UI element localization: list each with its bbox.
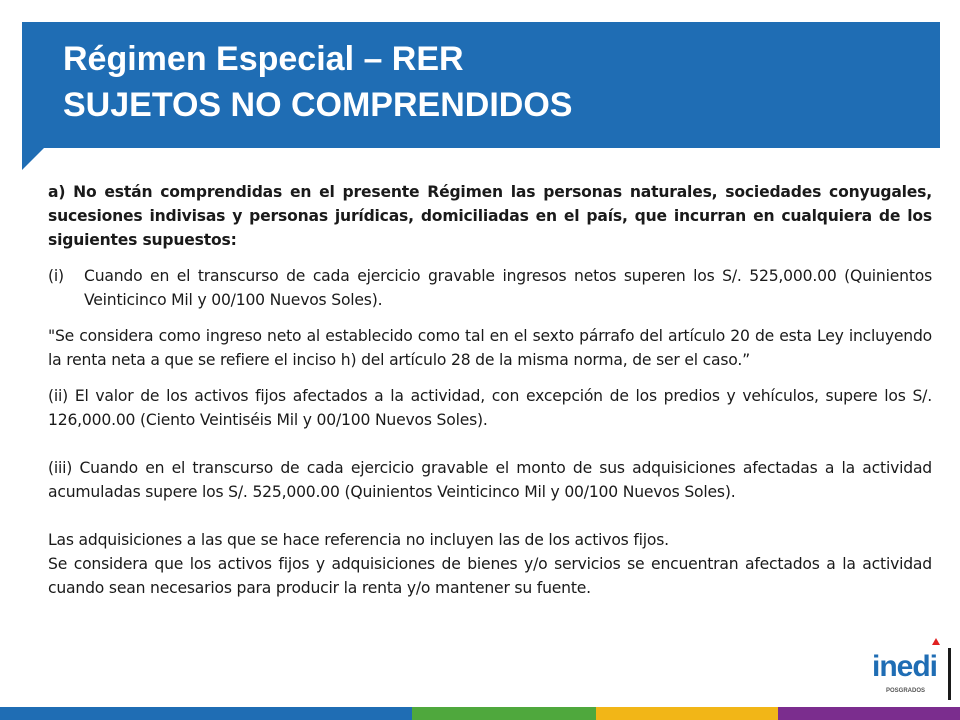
note-paragraph-2: Se considera que los activos fijos y adquisiciones de bienes y/o servicios se encuentran afectados a la actividad cuando sean necesarios para producir la renta y/o mantener su fuente. xyxy=(48,555,932,597)
footer-stripe-yellow xyxy=(596,707,778,720)
banner-tail xyxy=(22,148,44,170)
slide-content xyxy=(48,180,932,600)
logo-accent-icon xyxy=(932,638,940,645)
footer-stripe-blue xyxy=(0,707,412,720)
logo-subtitle: POSGRADOS xyxy=(886,688,926,694)
intro-paragraph: a) No están comprendidas en el presente Régimen las personas naturales, sociedades conyugales, sucesiones indivisas y personas jurídicas, domiciliadas en el país, que incurran en cualquiera de los siguientes supuestos: xyxy=(48,183,932,249)
item-i-text: Cuando en el transcurso de cada ejercicio gravable ingresos netos superen los S/. 525,000.00 (Quinientos Veinticinco Mil y 00/100 Nuevos Soles). xyxy=(84,267,932,309)
item-i-number: (i) xyxy=(48,267,64,285)
item-ii: (ii) El valor de los activos fijos afectados a la actividad, con excepción de los predios y vehículos, supere los S/. 126,000.00 (Ciento Veintiséis Mil y 00/100 Nuevos Soles). xyxy=(48,387,932,429)
slide-subtitle: SUJETOS NO COMPRENDIDOS xyxy=(63,86,573,124)
item-iii: (iii) Cuando en el transcurso de cada ejercicio gravable el monto de sus adquisiciones afectadas a la actividad acumuladas supere los S/. 525,000.00 (Quinientos Veinticinco Mil y 00/100 Nuevos Soles). xyxy=(48,459,932,501)
note-paragraph-1: Las adquisiciones a las que se hace referencia no incluyen las de los activos fijos. xyxy=(48,531,669,549)
quote-paragraph: "Se considera como ingreso neto al establecido como tal en el sexto párrafo del artículo 20 de esta Ley incluyendo la renta neta a que se refiere el inciso h) del artículo 28 de la misma norma, de ser el caso.” xyxy=(48,327,932,369)
footer-stripe-purple xyxy=(778,707,960,720)
footer-stripe-green xyxy=(412,707,596,720)
logo-text: inedi xyxy=(872,650,938,683)
logo-divider xyxy=(948,648,951,700)
slide-title: Régimen Especial – RER xyxy=(63,40,464,78)
item-i xyxy=(48,264,932,312)
inedi-logo xyxy=(872,646,952,706)
